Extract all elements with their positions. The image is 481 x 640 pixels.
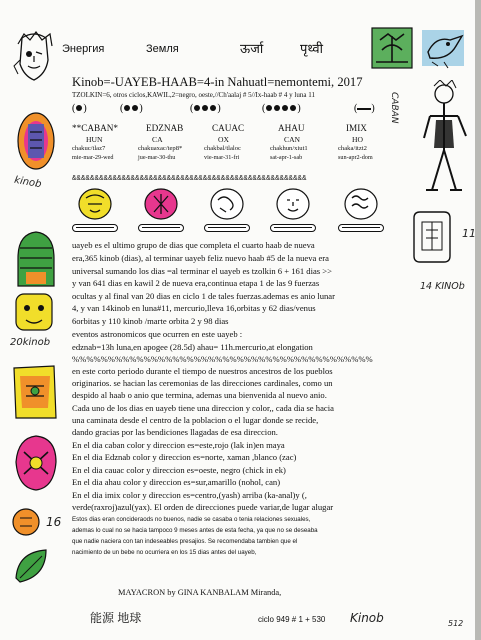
day-info: chakhun/xiut1 xyxy=(270,145,308,152)
body-line: En el dia Edznab color y direccion es=norte, xaman ,blanco (zac) xyxy=(72,452,297,462)
small-print-line: ademas lo cual no se hacia tampoco 9 meses antes de esta fecha, ya que no se deseaba xyxy=(72,527,318,534)
day-number-name: OX xyxy=(218,135,229,144)
body-line: En el dia imix color y direccion es=centro,(yash) arriba (ka-anal)y (, xyxy=(72,490,307,500)
body-line: edznab=13h luna,en apogee (28.5d) ahau= 11h.mercurio,at elongation xyxy=(72,342,313,352)
small-print-line: que nadie naciera con tan indeseables presajios. Se recomendaba tambien que el xyxy=(72,538,298,545)
document-page: Энергия Земля ऊर्जा पृथ्वी Kinob=-UAYEB-HAAB=4-in Nahuatl=nemontemi, 2017 TZOLKIN=6, otros ciclos,KAWIL,2=negro, oeste,//Ch'aalaj # 5//Ix-haab # 4 y luna 11 ( ) ( ) ( ) ( ) ( ) kinob 20kinob 16 CABAN 11 14 KINOb **CABAN* HUN chakuc/tlaz7 mie-mar-29-wed EDZNAB CA chakuaxac/tep8* jue-mar-30-thu CAUAC OX chakbal/tlaloc vie-mar-31-fri AHAU CAN chakhun/xiut1 sat-apr-1-sab IMIX HO chaka/itzt2 sun-apr2-dom &&&&&&&&&&&&&&&&&&&&&&&&&&&&&&&&&&&&&&&&&&&&&&&&&&&& uayeb es el ultimo grupo de dias que completa el cuarto haab de nueva era,365 kinob (dias), al terminar uayeb feliz nuevo haab #5 de la nueva era universal sumando los dias =al terminar el uayeb es tzolkin 6 + 161 dias >> y van 641 dias en kawil 2 de nueva era,continua etapa 1 de las 9 fuerzas ocultas y al final van 20 dias en ciclo 1 de tales fuerzas.ademas es anio lunar 4, y van 14kinob en luna#11, mercurio,lleva 16,orbitas y 62 dias/venus 6orbitas y 110 kinob /marte orbita 2 y 98 dias eventos astronomicos que ocurren en este uayeb : edznab=13h luna,en apogee (28.5d) ahau= 11h.mercurio,at elongation %%%%%%%%%%%%%%%%%%%%%%%%%%%%%%%%%%%%%%%%%% en este corto periodo durante el tiempo de nuestros ancestros de los pueblos originarios. se hacian las ceremonias de las direcciones cardinales, como un despido al haab o anio que termina, ademas una bienvenida al nuevo anio. Cada uno de los dias en uayeb tiene una direccion y color,, cada dia se hacia una caminata desde el centro de la poblacion o el lugar donde se recide, dando gracias por las bendiciones llagadas de esa direccion. En el dia caban color y direccion es=este,rojo (lak in)en maya En el dia Edznab color y direccion es=norte, xaman ,blanco (zac) En el dia cauac color y direccion es=oeste, negro (chick in ek) En el dia ahau color y direccion es=sur,amarillo (nohol, can) En el dia imix color y direccion es=centro,(yash) arriba (ka-anal)y (, verde(raxroj)azul(yax). El orden de direcciones puede variar,de lugar alugar Estos dias eran concideraods no buenos, nadie se casaba o tenia relaciones sexuales, ademas lo cual no se hacia tampoco 9 meses antes de esta fecha, ya que no se deseaba que nadie naciera con tan indeseables presajios. Se recomendaba tambien que el nacimiento de un bebe no ocurriera en los 15 dias antes del uayeb, MAYACRON by GINA KANBALAM Miranda, 能源 地球 ciclo 949 # 1 + 530 Kinob 512 xyxy=(0,0,481,640)
body-line: y van 641 dias en kawil 2 de nueva era,continua etapa 1 de las 9 fuerzas xyxy=(72,278,320,288)
yellow-orange-glyph-icon xyxy=(8,360,62,424)
margin-note-16: 16 xyxy=(46,515,62,529)
green-striped-glyph-icon xyxy=(14,228,58,292)
chinese-energy-earth: 能源 地球 xyxy=(90,611,142,625)
day-name: EDZNAB xyxy=(146,123,184,133)
caban-colored-glyph-icon xyxy=(14,108,58,174)
page-number: 512 xyxy=(448,619,464,628)
day-name: CAUAC xyxy=(212,123,245,133)
body-line: En el dia cauac color y direccion es=oeste, negro (chick in ek) xyxy=(72,465,286,475)
orange-circle-glyph-icon xyxy=(10,504,42,540)
hindi-earth: पृथ्वी xyxy=(300,41,323,56)
ahau-face-glyph-icon xyxy=(12,290,56,334)
margin-note-20kinob: 20kinob xyxy=(10,337,51,348)
day-number-name: CAN xyxy=(284,135,301,144)
body-line: verde(raxroj)azul(yax). El orden de direcciones puede variar,de lugar alugar xyxy=(72,502,334,512)
page-edge xyxy=(475,0,481,640)
signature: MAYACRON by GINA KANBALAM Miranda, xyxy=(118,588,282,597)
day-info: chakuaxac/tep8* xyxy=(138,145,183,152)
flint-day-glyph-icon xyxy=(142,186,180,222)
ampersand-row: &&&&&&&&&&&&&&&&&&&&&&&&&&&&&&&&&&&&&&&&&&&&&&&&&&&& xyxy=(72,175,307,183)
footer-kinob-note: Kinob xyxy=(350,611,384,625)
day-date: sun-apr2-dom xyxy=(338,154,373,161)
body-line: en este corto periodo durante el tiempo de nuestros ancestros de los pueblos xyxy=(72,366,333,376)
green-plant-glyph-icon xyxy=(368,22,416,72)
russian-energy: Энергия xyxy=(62,43,105,55)
day-name: IMIX xyxy=(346,123,367,133)
water-day-glyph-icon xyxy=(342,186,380,222)
day-sign-cartouche-icon xyxy=(408,208,456,266)
day-info: chakuc/tlaz7 xyxy=(72,145,106,152)
day-number-name: HO xyxy=(352,135,363,144)
day-name: **CABAN* xyxy=(72,123,118,133)
small-print-line: Estos dias eran concideraods no buenos, nadie se casaba o tenia relaciones sexuales, xyxy=(72,516,311,523)
body-line: universal sumando los dias =al terminar el uayeb es tzolkin 6 + 161 dias >> xyxy=(72,266,332,276)
body-line: %%%%%%%%%%%%%%%%%%%%%%%%%%%%%%%%%%%%%%%%%% xyxy=(72,354,373,364)
margin-note-caban: CABAN xyxy=(389,92,399,124)
body-line: era,365 kinob (dias), al terminar uayeb feliz nuevo haab #5 de la nueva era xyxy=(72,253,329,263)
body-line: 4, y van 14kinob en luna#11, mercurio,lleva 16,orbitas y 62 dias/venus xyxy=(72,303,316,313)
body-line: 6orbitas y 110 kinob /marte orbita 2 y 98 dias xyxy=(72,316,229,326)
day-info: chaka/itzt2 xyxy=(338,145,367,152)
day-date: mie-mar-29-wed xyxy=(72,154,114,161)
body-line: eventos astronomicos que ocurren en este uayeb : xyxy=(72,329,243,339)
body-line: En el dia ahau color y direccion es=sur,amarillo (nohol, can) xyxy=(72,477,281,487)
maya-head-drawing xyxy=(12,30,56,88)
russian-earth: Земля xyxy=(146,43,179,55)
body-line: ocultas y al final van 20 dias en ciclo 1 de tales fuerzas.ademas es anio lunar xyxy=(72,291,335,301)
small-print-line: nacimiento de un bebe no ocurriera en los 15 dias antes del uayeb, xyxy=(72,549,257,556)
bird-glyph-icon xyxy=(418,22,470,72)
day-date: sat-apr-1-sab xyxy=(270,154,303,161)
green-leaf-glyph-icon xyxy=(12,546,52,586)
cycle-label: ciclo 949 # 1 + 530 xyxy=(258,615,326,624)
body-line: Cada uno de los dias en uayeb tiene una direccion y color,, cada dia se hacia xyxy=(72,403,334,413)
body-line: despido al haab o anio que termina, ademas una bienvenida al nuevo anio. xyxy=(72,390,327,400)
margin-note-kinob: kinob xyxy=(13,174,43,191)
day-date: vie-mar-31-fri xyxy=(204,154,240,161)
hindi-energy: ऊर्जा xyxy=(240,41,264,56)
maya-figure-drawing xyxy=(416,80,472,198)
body-line: uayeb es el ultimo grupo de dias que completa el cuarto haab de nueva xyxy=(72,240,315,250)
mask-day-glyph-icon xyxy=(76,186,114,222)
day-info: chakbal/tlaloc xyxy=(204,145,241,152)
day-number-name: HUN xyxy=(86,135,103,144)
tzolkin-line: TZOLKIN=6, otros ciclos,KAWIL,2=negro, oeste,//Ch'aalaj # 5//Ix-haab # 4 y luna 11 xyxy=(72,91,315,99)
margin-note-11: 11 xyxy=(462,227,476,240)
body-line: dando gracias por las bendiciones llagadas de esa direccion. xyxy=(72,427,278,437)
day-date: jue-mar-30-thu xyxy=(138,154,176,161)
face-day-glyph-icon xyxy=(274,186,312,222)
page-title: Kinob=-UAYEB-HAAB=4-in Nahuatl=nemontemi, 2017 xyxy=(72,75,363,89)
margin-note-14kinob: 14 KINOb xyxy=(420,281,465,292)
storm-day-glyph-icon xyxy=(208,186,246,222)
magenta-flint-glyph-icon xyxy=(10,432,62,494)
body-line: una caminata desde el centro de la poblacion o el lugar donde se recide, xyxy=(72,415,319,425)
body-line: En el dia caban color y direccion es=este,rojo (lak in)en maya xyxy=(72,440,285,450)
body-line: originarios. se hacian las ceremonias de las direcciones cardinales, como un xyxy=(72,378,333,388)
day-number-name: CA xyxy=(152,135,163,144)
day-name: AHAU xyxy=(278,123,305,133)
